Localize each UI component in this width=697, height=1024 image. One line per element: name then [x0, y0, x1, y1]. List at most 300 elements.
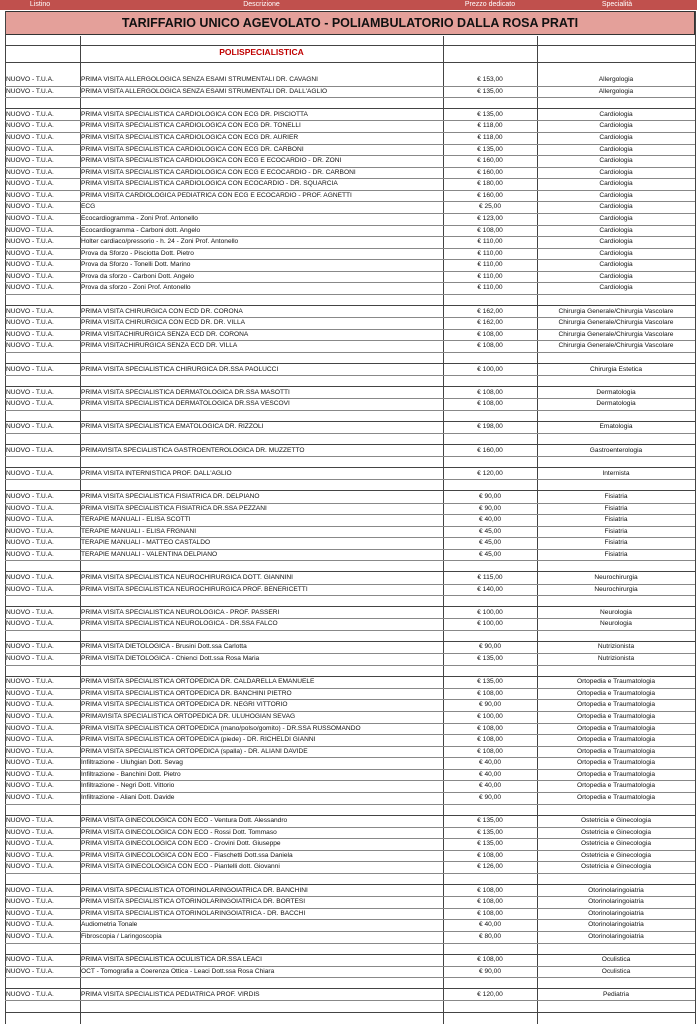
- table-row: [5, 584, 695, 596]
- specialty-cell: Gastroenterologia: [589, 446, 643, 454]
- listino-cell: NUOVO - T.U.A.: [6, 307, 54, 315]
- listino-cell: NUOVO - T.U.A.: [6, 921, 54, 929]
- description-cell: PRIMA VISITA SPECIALISTICA NEUROLOGICA - DR.SSA FALCO: [81, 620, 278, 628]
- table-row: [5, 109, 695, 121]
- header-prezzo: Prezzo dedicato: [464, 1, 516, 8]
- description-cell: Ecocardiogramma - Carboni dott. Angelo: [81, 226, 201, 234]
- price-cell: € 108,00: [477, 747, 503, 755]
- specialty-cell: Ortopedia e Traumatologia: [576, 747, 656, 755]
- table-row: [5, 364, 695, 376]
- description-cell: PRIMAVISITA SPECIALISTICA ORTOPEDICA DR. ULUHOGIAN SEVAG: [81, 712, 296, 720]
- price-cell: € 90,00: [479, 504, 501, 512]
- description-cell: Holter cardiaco/pressorio - h. 24 - Zoni Prof. Antonello: [81, 238, 239, 246]
- description-cell: Ecocardiogramma - Zoni Prof. Antonello: [81, 215, 198, 222]
- specialty-cell: Nutrizionista: [597, 655, 635, 662]
- table-row: [5, 167, 695, 179]
- price-cell: € 108,00: [477, 724, 503, 732]
- specialty-cell: Fisiatria: [604, 492, 628, 500]
- listino-cell: NUOVO - T.U.A.: [6, 423, 54, 431]
- description-cell: PRIMA VISITA SPECIALISTICA ORTOPEDICA DR. BANCHINI PIETRO: [81, 689, 292, 697]
- price-cell: € 100,00: [477, 608, 503, 616]
- price-cell: € 45,00: [479, 550, 501, 558]
- table-row: [5, 74, 695, 86]
- specialty-cell: Dermatologia: [596, 400, 636, 408]
- table-row: [5, 954, 695, 966]
- description-cell: OCT - Tomografia a Coerenza Ottica - Leaci Dott.ssa Rosa Chiara: [81, 967, 275, 975]
- price-cell: € 140,00: [477, 585, 503, 593]
- row-divider: [5, 595, 695, 596]
- listino-cell: NUOVO - T.U.A.: [6, 956, 54, 964]
- specialty-cell: Ortopedia e Traumatologia: [576, 770, 656, 778]
- specialty-cell: Cardiologia: [599, 110, 633, 118]
- listino-cell: NUOVO - T.U.A.: [6, 319, 54, 327]
- listino-cell: NUOVO - T.U.A.: [6, 203, 54, 211]
- row-divider: [5, 977, 695, 978]
- listino-cell: NUOVO - T.U.A.: [6, 539, 54, 547]
- row-divider: [5, 804, 695, 805]
- description-cell: PRIMA VISITA ALLERGOLOGICA SENZA ESAMI STRUMENTALI DR. CAVAGNI: [81, 76, 318, 83]
- table-row: [5, 86, 695, 98]
- specialty-cell: Otorinolaringoiatria: [588, 932, 644, 940]
- price-cell: € 110,00: [477, 284, 503, 292]
- table-row: [5, 248, 695, 260]
- price-cell: € 90,00: [479, 967, 501, 975]
- description-cell: PRIMA VISITA GINECOLOGICA CON ECO - Fiaschetti Dott.ssa Daniela: [81, 851, 293, 859]
- table-row: [5, 641, 695, 653]
- description-cell: Infiltrazione - Banchini Dott. Pietro: [81, 770, 181, 778]
- description-cell: PRIMA VISITA SPECIALISTICA ORTOPEDICA (mano/polso/gomito) - DR.SSA RUSSOMANDO: [81, 724, 361, 732]
- specialty-cell: Ostetricia e Ginecologia: [580, 840, 651, 848]
- listino-cell: NUOVO - T.U.A.: [6, 782, 54, 790]
- price-cell: € 108,00: [477, 342, 503, 350]
- description-cell: Fibroscopia / Laringoscopia: [81, 932, 162, 940]
- specialty-cell: Neurochirurgia: [594, 585, 638, 593]
- listino-cell: NUOVO - T.U.A.: [6, 492, 54, 500]
- listino-cell: NUOVO - T.U.A.: [6, 342, 54, 350]
- table-row: [5, 306, 695, 318]
- price-cell: € 135,00: [477, 655, 503, 662]
- column-header-bar: [0, 0, 697, 10]
- price-cell: € 108,00: [477, 956, 503, 964]
- listino-cell: NUOVO - T.U.A.: [6, 909, 54, 917]
- specialty-cell: Fisiatria: [604, 550, 628, 558]
- table-row: [5, 757, 695, 769]
- specialty-cell: Cardiologia: [599, 122, 633, 130]
- specialty-cell: Allergologia: [598, 76, 634, 83]
- description-cell: PRIMA VISITA SPECIALISTICA CARDIOLOGICA CON ECG E ECOCARDIO - DR. CARBONI: [81, 168, 356, 176]
- table-row: [5, 653, 695, 665]
- specialty-cell: Pediatria: [602, 990, 630, 998]
- price-cell: € 120,00: [477, 990, 503, 998]
- description-cell: PRIMA VISITA SPECIALISTICA CARDIOLOGICA CON ECG DR. AURIER: [81, 133, 299, 141]
- specialty-cell: Fisiatria: [604, 527, 628, 535]
- price-cell: € 40,00: [479, 759, 501, 767]
- row-divider: [5, 560, 695, 561]
- table-row: [5, 572, 695, 584]
- listino-cell: NUOVO - T.U.A.: [6, 180, 54, 188]
- listino-cell: NUOVO - T.U.A.: [6, 828, 54, 836]
- price-cell: € 108,00: [477, 909, 503, 917]
- price-cell: € 198,00: [477, 423, 503, 431]
- table-row: [5, 966, 695, 978]
- listino-cell: NUOVO - T.U.A.: [6, 469, 54, 477]
- listino-cell: NUOVO - T.U.A.: [6, 87, 54, 95]
- description-cell: PRIMA VISITA GINECOLOGICA CON ECO - Rossi Dott. Tommaso: [81, 828, 277, 836]
- specialty-cell: Fisiatria: [604, 504, 628, 512]
- price-cell: € 108,00: [477, 388, 503, 396]
- listino-cell: NUOVO - T.U.A.: [6, 388, 54, 396]
- specialty-cell: Ostetricia e Ginecologia: [580, 828, 651, 836]
- specialty-cell: Otorinolaringoiatria: [588, 909, 644, 917]
- price-cell: € 118,00: [477, 133, 503, 141]
- listino-cell: NUOVO - T.U.A.: [6, 330, 54, 338]
- listino-cell: NUOVO - T.U.A.: [6, 76, 54, 83]
- listino-cell: NUOVO - T.U.A.: [6, 215, 54, 222]
- row-divider: [5, 943, 695, 944]
- specialty-cell: Otorinolaringoiatria: [588, 898, 644, 906]
- header-listino: Listino: [29, 1, 51, 8]
- price-cell: € 160,00: [477, 446, 503, 454]
- table-row: [5, 850, 695, 862]
- description-cell: PRIMA VISITA SPECIALISTICA OTORINOLARINGOIATRICA DR. BANCHINI: [81, 886, 308, 894]
- listino-cell: NUOVO - T.U.A.: [6, 851, 54, 859]
- specialty-cell: Chirurgia Generale/Chirurgia Vascolare: [558, 307, 674, 315]
- row-divider: [5, 97, 695, 98]
- price-cell: € 110,00: [477, 238, 503, 246]
- specialty-cell: Ortopedia e Traumatologia: [576, 701, 656, 709]
- listino-cell: NUOVO - T.U.A.: [6, 794, 54, 801]
- specialty-cell: Cardiologia: [599, 215, 633, 222]
- table-row: [5, 282, 695, 294]
- table-row: [5, 780, 695, 792]
- listino-cell: NUOVO - T.U.A.: [6, 689, 54, 697]
- price-cell: € 40,00: [479, 921, 501, 929]
- specialty-cell: Ostetricia e Ginecologia: [580, 817, 651, 825]
- table-row: [5, 711, 695, 723]
- header-descrizione: Descrizione: [243, 1, 280, 8]
- description-cell: TERAPIE MANUALI - MATTEO CASTALDO: [81, 539, 211, 547]
- listino-cell: NUOVO - T.U.A.: [6, 261, 54, 269]
- table-row: [5, 688, 695, 700]
- price-cell: € 180,00: [477, 180, 503, 188]
- price-cell: € 110,00: [477, 261, 503, 269]
- description-cell: PRIMA VISITA SPECIALISTICA CHIRURGICA DR.SSA PAOLUCCI: [81, 365, 279, 373]
- table-row: [5, 734, 695, 746]
- description-cell: PRIMA VISITA SPECIALISTICA CARDIOLOGICA CON ECOCARDIO - DR. SQUARCIA: [81, 180, 338, 188]
- specialty-cell: Cardiologia: [599, 133, 633, 141]
- description-cell: PRIMA VISITA ALLERGOLOGICA SENZA ESAMI STRUMENTALI DR. DALL'AGLIO: [81, 87, 328, 95]
- price-cell: € 25,00: [479, 203, 501, 211]
- price-cell: € 45,00: [479, 539, 501, 547]
- description-cell: Prova da Sforzo - Tonelli Dott. Marino: [81, 261, 191, 269]
- table-row: [5, 387, 695, 399]
- description-cell: Infiltrazione - Aliani Dott. Davide: [81, 794, 175, 801]
- listino-cell: NUOVO - T.U.A.: [6, 747, 54, 755]
- column-divider: [695, 11, 696, 1024]
- listino-cell: NUOVO - T.U.A.: [6, 168, 54, 176]
- price-cell: € 80,00: [479, 932, 501, 940]
- description-cell: PRIMA VISITA SPECIALISTICA DERMATOLOGICA DR.SSA VESCOVI: [81, 400, 290, 408]
- row-divider: [5, 62, 695, 63]
- price-cell: € 110,00: [477, 272, 503, 280]
- table-row: [5, 491, 695, 503]
- description-cell: PRIMA VISITA GINECOLOGICA CON ECO - Ventura Dott. Alessandro: [81, 817, 288, 825]
- table-row: [5, 526, 695, 538]
- listino-cell: NUOVO - T.U.A.: [6, 133, 54, 141]
- price-cell: € 135,00: [477, 110, 503, 118]
- specialty-cell: Neurochirurgia: [594, 573, 638, 581]
- specialty-cell: Neurologia: [600, 620, 632, 628]
- table-row: [5, 514, 695, 526]
- table-row: [5, 746, 695, 758]
- description-cell: PRIMA VISITA SPECIALISTICA FISIATRICA DR.SSA PEZZANI: [81, 504, 267, 512]
- specialty-cell: Fisiatria: [604, 539, 628, 547]
- specialty-cell: Cardiologia: [599, 168, 633, 176]
- specialty-cell: Cardiologia: [599, 203, 633, 211]
- description-cell: Prova da sforzo - Carboni Dott. Angelo: [81, 272, 194, 280]
- listino-cell: NUOVO - T.U.A.: [6, 608, 54, 616]
- price-cell: € 108,00: [477, 330, 503, 338]
- specialty-cell: Cardiologia: [599, 284, 633, 292]
- listino-cell: NUOVO - T.U.A.: [6, 191, 54, 199]
- table-row: [5, 190, 695, 202]
- price-cell: € 90,00: [479, 794, 501, 801]
- row-divider: [5, 630, 695, 631]
- price-cell: € 123,00: [477, 215, 503, 222]
- table-row: [5, 607, 695, 619]
- price-cell: € 100,00: [477, 620, 503, 628]
- price-cell: € 40,00: [479, 770, 501, 778]
- price-cell: € 40,00: [479, 516, 501, 523]
- specialty-cell: Otorinolaringoiatria: [588, 921, 644, 929]
- price-cell: € 40,00: [479, 782, 501, 790]
- table-row: [5, 549, 695, 561]
- price-cell: € 153,00: [477, 76, 503, 83]
- listino-cell: NUOVO - T.U.A.: [6, 898, 54, 906]
- listino-cell: NUOVO - T.U.A.: [6, 145, 54, 153]
- price-cell: € 135,00: [477, 87, 503, 95]
- listino-cell: NUOVO - T.U.A.: [6, 249, 54, 257]
- table-row: [5, 989, 695, 1001]
- table-row: [5, 769, 695, 781]
- listino-cell: NUOVO - T.U.A.: [6, 643, 54, 651]
- specialty-cell: Oculistica: [601, 967, 631, 975]
- specialty-cell: Ortopedia e Traumatologia: [576, 794, 656, 801]
- table-row: [5, 201, 695, 213]
- listino-cell: NUOVO - T.U.A.: [6, 712, 54, 720]
- description-cell: TERAPIE MANUALI - ELISA FRGNANI: [81, 527, 197, 535]
- table-row: [5, 503, 695, 515]
- listino-cell: NUOVO - T.U.A.: [6, 400, 54, 408]
- section-title: POLISPECIALISTICA: [219, 47, 304, 57]
- specialty-cell: Cardiologia: [599, 180, 633, 188]
- description-cell: Infiltrazione - Uluhgian Dott. Sevag: [81, 759, 183, 767]
- price-cell: € 110,00: [477, 249, 503, 257]
- specialty-cell: Oculistica: [601, 956, 631, 964]
- description-cell: PRIMA VISITA SPECIALISTICA CARDIOLOGICA CON ECG DR. CARBONI: [81, 145, 304, 153]
- description-cell: PRIMA VISITA SPECIALISTICA ORTOPEDICA DR. NEGRI VITTORIO: [81, 701, 288, 709]
- group-divider: [5, 1012, 695, 1013]
- listino-cell: NUOVO - T.U.A.: [6, 817, 54, 825]
- description-cell: PRIMA VISITA GINECOLOGICA CON ECO - Crovini Dott. Giuseppe: [81, 840, 281, 848]
- price-cell: € 100,00: [477, 365, 503, 373]
- description-cell: PRIMA VISITA SPECIALISTICA DERMATOLOGICA DR.SSA MASOTTI: [81, 388, 290, 396]
- specialty-cell: Chirurgia Generale/Chirurgia Vascolare: [558, 319, 674, 327]
- row-divider: [5, 665, 695, 666]
- specialty-cell: Ortopedia e Traumatologia: [576, 782, 656, 790]
- specialty-cell: Cardiologia: [599, 272, 633, 280]
- table-row: [5, 537, 695, 549]
- description-cell: PRIMA VISITA SPECIALISTICA NEUROCHIRURGICA DOTT. GIANNINI: [81, 573, 294, 581]
- description-cell: PRIMA VISITA DIETOLOGICA - Chienci Dott.ssa Rosa Maria: [81, 655, 260, 662]
- specialty-cell: Internista: [602, 469, 630, 477]
- specialty-cell: Cardiologia: [599, 157, 633, 165]
- listino-cell: NUOVO - T.U.A.: [6, 770, 54, 778]
- description-cell: PRIMA VISITA SPECIALISTICA PEDIATRICA PROF. VIRDIS: [81, 990, 260, 998]
- price-cell: € 135,00: [477, 678, 503, 686]
- price-cell: € 108,00: [477, 689, 503, 697]
- description-cell: PRIMA VISITA SPECIALISTICA CARDIOLOGICA CON ECG E ECOCARDIO - DR. ZONI: [81, 157, 342, 165]
- specialty-cell: Chirurgia Generale/Chirurgia Vascolare: [558, 342, 674, 350]
- listino-cell: NUOVO - T.U.A.: [6, 516, 54, 523]
- table-row: [5, 885, 695, 897]
- table-row: [5, 329, 695, 341]
- row-divider: [5, 873, 695, 874]
- specialty-cell: Chirurgia Generale/Chirurgia Vascolare: [558, 330, 674, 338]
- table-row: [5, 398, 695, 410]
- listino-cell: NUOVO - T.U.A.: [6, 620, 54, 628]
- price-cell: € 90,00: [479, 492, 501, 500]
- specialty-cell: Otorinolaringoiatria: [588, 886, 644, 894]
- description-cell: PRIMA VISITACHIRURGICA SENZA ECD DR. CORONA: [81, 330, 249, 338]
- table-row: [5, 340, 695, 352]
- listino-cell: NUOVO - T.U.A.: [6, 573, 54, 581]
- row-divider: [5, 294, 695, 295]
- price-cell: € 108,00: [477, 851, 503, 859]
- specialty-cell: Ortopedia e Traumatologia: [576, 736, 656, 744]
- specialty-cell: Ostetricia e Ginecologia: [580, 863, 651, 871]
- table-row: [5, 618, 695, 630]
- listino-cell: NUOVO - T.U.A.: [6, 932, 54, 940]
- specialty-cell: Cardiologia: [599, 145, 633, 153]
- description-cell: ECG: [81, 203, 96, 211]
- table-row: [5, 908, 695, 920]
- description-cell: TERAPIE MANUALI - VALENTINA DELPIANO: [81, 550, 218, 558]
- price-cell: € 45,00: [479, 527, 501, 535]
- row-divider: [5, 479, 695, 480]
- table-row: [5, 225, 695, 237]
- listino-cell: NUOVO - T.U.A.: [6, 365, 54, 373]
- description-cell: PRIMA VISITA SPECIALISTICA ORTOPEDICA (piede) - DR. RICHELDI GIANNI: [81, 736, 316, 744]
- listino-cell: NUOVO - T.U.A.: [6, 701, 54, 709]
- price-cell: € 108,00: [477, 898, 503, 906]
- price-cell: € 90,00: [479, 701, 501, 709]
- row-divider: [5, 352, 695, 353]
- description-cell: PRIMA VISITA SPECIALISTICA OTORINOLARINGOIATRICA - DR. BACCHI: [81, 909, 306, 917]
- price-cell: € 160,00: [477, 157, 503, 165]
- table-row: [5, 468, 695, 480]
- specialty-cell: Ematologia: [599, 423, 633, 431]
- price-cell: € 160,00: [477, 191, 503, 199]
- description-cell: PRIMA VISITA DIETOLOGICA - Brusini Dott.ssa Carlotta: [81, 643, 247, 651]
- table-row: [5, 144, 695, 156]
- specialty-cell: Ortopedia e Traumatologia: [576, 759, 656, 767]
- specialty-cell: Cardiologia: [599, 238, 633, 246]
- specialty-cell: Chirurgia Estetica: [589, 365, 643, 373]
- price-cell: € 100,00: [477, 712, 503, 720]
- price-cell: € 118,00: [477, 122, 503, 130]
- table-row: [5, 838, 695, 850]
- table-row: [5, 317, 695, 329]
- specialty-cell: Allergologia: [598, 87, 634, 95]
- table-row: [5, 861, 695, 873]
- table-row: [5, 421, 695, 433]
- description-cell: Audiometria Tonale: [81, 921, 138, 929]
- table-row: [5, 178, 695, 190]
- specialty-cell: Ortopedia e Traumatologia: [576, 689, 656, 697]
- listino-cell: NUOVO - T.U.A.: [6, 655, 54, 662]
- table-row: [5, 699, 695, 711]
- table-row: [5, 271, 695, 283]
- specialty-cell: Ortopedia e Traumatologia: [576, 724, 656, 732]
- row-divider: [5, 375, 695, 376]
- specialty-cell: Cardiologia: [599, 261, 633, 269]
- price-cell: € 90,00: [479, 643, 501, 651]
- description-cell: PRIMA VISITA CHIRURGICA CON ECD DR. CORONA: [81, 307, 243, 315]
- listino-cell: NUOVO - T.U.A.: [6, 678, 54, 686]
- table-row: [5, 919, 695, 931]
- price-cell: € 120,00: [477, 469, 503, 477]
- table-row: [5, 132, 695, 144]
- specialty-cell: Ortopedia e Traumatologia: [576, 712, 656, 720]
- price-cell: € 162,00: [477, 319, 503, 327]
- specialty-cell: Fisiatria: [604, 516, 628, 523]
- description-cell: PRIMA VISITA SPECIALISTICA EMATOLOGICA DR. RIZZOLI: [81, 423, 264, 431]
- table-row: [5, 723, 695, 735]
- price-cell: € 108,00: [477, 736, 503, 744]
- price-cell: € 135,00: [477, 840, 503, 848]
- price-cell: € 115,00: [477, 573, 503, 581]
- table-row: [5, 827, 695, 839]
- description-cell: PRIMA VISITA SPECIALISTICA NEUROCHIRURGICA PROF. BENERICETTI: [81, 585, 308, 593]
- table-row: [5, 213, 695, 225]
- price-cell: € 108,00: [477, 226, 503, 234]
- header-specialita: Specialità: [601, 1, 633, 8]
- description-cell: PRIMA VISITA GINECOLOGICA CON ECO - Piantelli dott. Giovanni: [81, 863, 280, 871]
- table-row: [5, 236, 695, 248]
- table-row: [5, 120, 695, 132]
- price-cell: € 135,00: [477, 817, 503, 825]
- price-cell: € 108,00: [477, 400, 503, 408]
- description-cell: PRIMA VISITA SPECIALISTICA ORTOPEDICA DR. CALDARELLA EMANUELE: [81, 678, 315, 686]
- description-cell: TERAPIE MANUALI - ELISA SCOTTI: [81, 516, 191, 523]
- price-cell: € 108,00: [477, 886, 503, 894]
- table-row: [5, 896, 695, 908]
- price-cell: € 126,00: [477, 863, 503, 871]
- listino-cell: NUOVO - T.U.A.: [6, 759, 54, 767]
- description-cell: Infiltrazione - Negri Dott. Vittorio: [81, 782, 175, 790]
- specialty-cell: Nutrizionista: [597, 643, 635, 651]
- listino-cell: NUOVO - T.U.A.: [6, 967, 54, 975]
- price-cell: € 160,00: [477, 168, 503, 176]
- description-cell: PRIMA VISITA SPECIALISTICA CARDIOLOGICA CON ECG DR. TONELLI: [81, 122, 301, 130]
- row-divider: [5, 456, 695, 457]
- listino-cell: NUOVO - T.U.A.: [6, 840, 54, 848]
- table-row: [5, 676, 695, 688]
- listino-cell: NUOVO - T.U.A.: [6, 122, 54, 130]
- description-cell: PRIMAVISITA SPECIALISTICA GASTROENTEROLOGICA DR. MUZZETTO: [81, 446, 305, 454]
- description-cell: PRIMA VISITA CHIRURGICA CON ECD DR. DR. VILLA: [81, 319, 246, 327]
